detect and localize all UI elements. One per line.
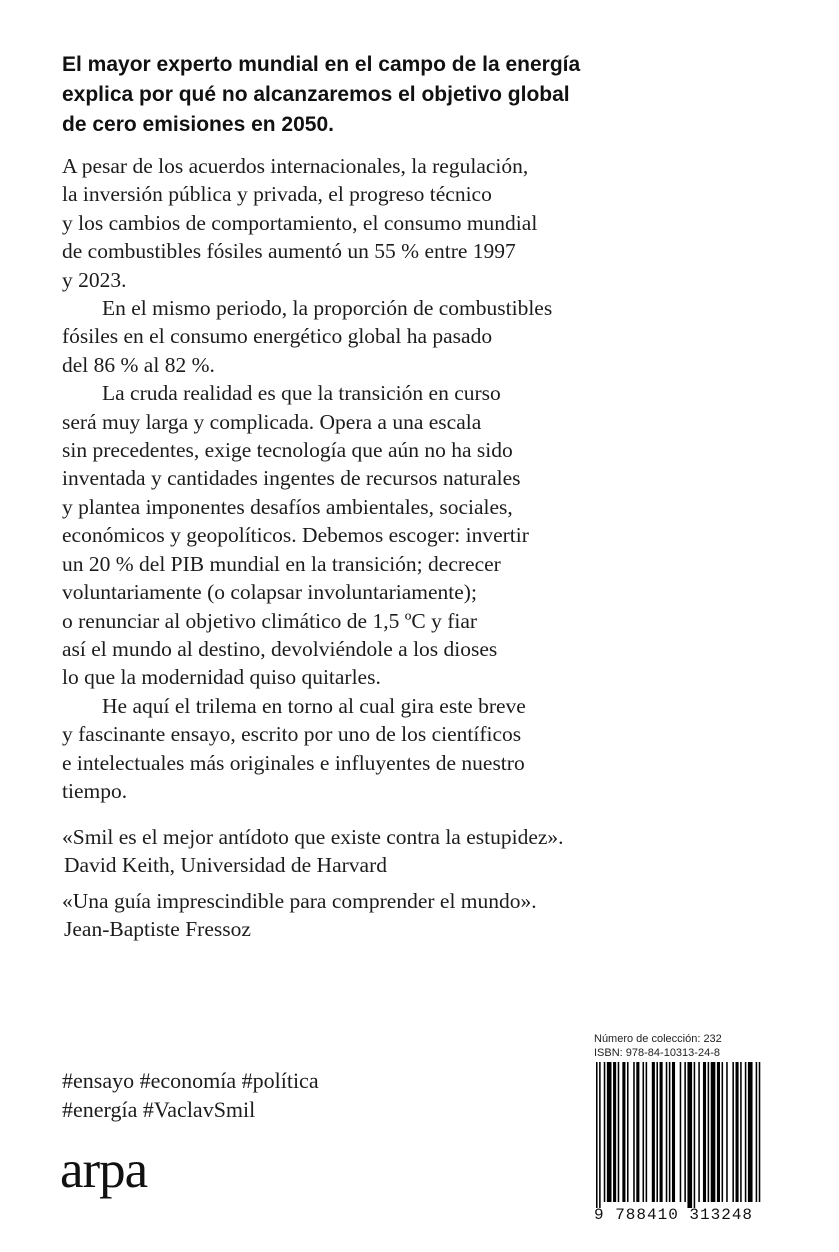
barcode-bar [666,1062,668,1202]
text-line: o renunciar al objetivo climático de 1,5 ºC y fiar [62,608,478,633]
barcode-bar [708,1062,710,1202]
text-line: fósiles en el consumo energético global ha pasado [62,324,493,349]
text-line: económicos y geopolíticos. Debemos escoger: invertir [62,523,529,548]
barcode-bar [722,1062,724,1202]
text-line: lo que la modernidad quiso quitarles. [62,665,381,690]
text-line: tiempo. [62,778,128,803]
hashtag-line: #ensayo #economía #política [62,1068,319,1093]
text-line: He aquí el trilema en torno al cual gira este breve [102,693,526,718]
barcode-bar [636,1062,639,1202]
barcode-bar [736,1062,739,1202]
text-line: la inversión pública y privada, el progreso técnico [62,182,492,207]
barcode-bar [732,1062,734,1202]
quote-text: «Una guía imprescindible para comprender el mundo». [62,889,537,913]
text-line: será muy larga y complicada. Opera a una escala [62,409,482,434]
text-line: y los cambios de comportamiento, el consumo mundial [62,210,538,235]
barcode-icon [594,1062,762,1208]
text-line: así el mundo al destino, devolviéndole a los dioses [62,636,498,661]
blurb-quote [62,823,802,880]
hashtags [62,1066,319,1124]
text-line: La cruda realidad es que la transición en curso [102,381,501,406]
synopsis-text [62,152,782,805]
headline-line: El mayor experto mundial en el campo de la energía [62,53,581,76]
publisher-logo: arpa [60,1141,148,1199]
barcode-bar [627,1062,629,1202]
isbn-text: ISBN: 978-84-10313-24-8 [594,1047,720,1059]
barcode-bar [604,1062,606,1202]
text-line: de combustibles fósiles aumentó un 55 % entre 1997 [62,239,516,264]
barcode-bar [756,1062,758,1202]
text-line: e intelectuales más originales e influyentes de nuestro [62,750,525,775]
barcode-bar [652,1062,655,1202]
barcode-bar [599,1062,601,1208]
paragraph-3 [62,379,782,691]
barcode-bar [759,1062,761,1202]
text-line: A pesar de los acuerdos internacionales, la regulación, [62,154,529,178]
barcode-bar [646,1062,648,1202]
barcode-bar [684,1062,686,1202]
barcode-bar [703,1062,706,1202]
barcode-bar [726,1062,728,1202]
barcode-bar [698,1062,700,1202]
barcode-bar [618,1062,620,1202]
text-line: y plantea imponentes desafíos ambientales, sociales, [62,494,513,519]
barcode-bar [694,1062,696,1208]
quote-author: David Keith, Universidad de Harvard [64,853,387,878]
headline-line: de cero emisiones en 2050. [62,113,334,136]
paragraph-4 [62,692,782,806]
barcode-bar [711,1062,716,1202]
barcode-block [594,1032,764,1224]
hashtag-line: #energía #VaclavSmil [62,1097,256,1122]
barcode-bar [680,1062,682,1202]
paragraph-2 [62,294,782,379]
barcode-bar [633,1062,635,1202]
barcode-bar [745,1062,747,1202]
text-line: del 86 % al 82 %. [62,352,215,377]
text-line: voluntariamente (o colapsar involuntariamente); [62,580,477,605]
barcode-bar [643,1062,645,1202]
blurb-quote [62,887,802,944]
quote-text: «Smil es el mejor antídoto que existe contra la estupidez». [62,825,564,849]
barcode-bar [672,1062,675,1202]
back-cover-headline [62,50,762,140]
barcode-bar [607,1062,612,1202]
barcode-bar [717,1062,720,1202]
collection-number: Número de colección: 232 [594,1033,722,1045]
barcode-bar [669,1062,671,1202]
headline-line: explica por qué no alcanzaremos el objetivo global [62,83,570,106]
barcode-bar [748,1062,753,1202]
barcode-digits: 9 788410 313248 [594,1206,754,1224]
barcode-bar [656,1062,658,1202]
barcode-bar [740,1062,742,1202]
quote-author: Jean-Baptiste Fressoz [64,917,251,942]
text-line: y fascinante ensayo, escrito por uno de los científicos [62,722,522,747]
paragraph-1 [62,152,782,294]
barcode-bar [596,1062,598,1208]
text-line: inventada y cantidades ingentes de recursos naturales [62,466,521,491]
text-line: En el mismo periodo, la proporción de combustibles [102,296,553,321]
barcode-bar [622,1062,625,1202]
barcode-bar [660,1062,663,1202]
barcode-bar [613,1062,616,1202]
text-line: un 20 % del PIB mundial en la transición; decrecer [62,551,501,576]
text-line: y 2023. [62,267,127,292]
barcode-bar [687,1062,692,1208]
text-line: sin precedentes, exige tecnología que aún no ha sido [62,438,513,463]
